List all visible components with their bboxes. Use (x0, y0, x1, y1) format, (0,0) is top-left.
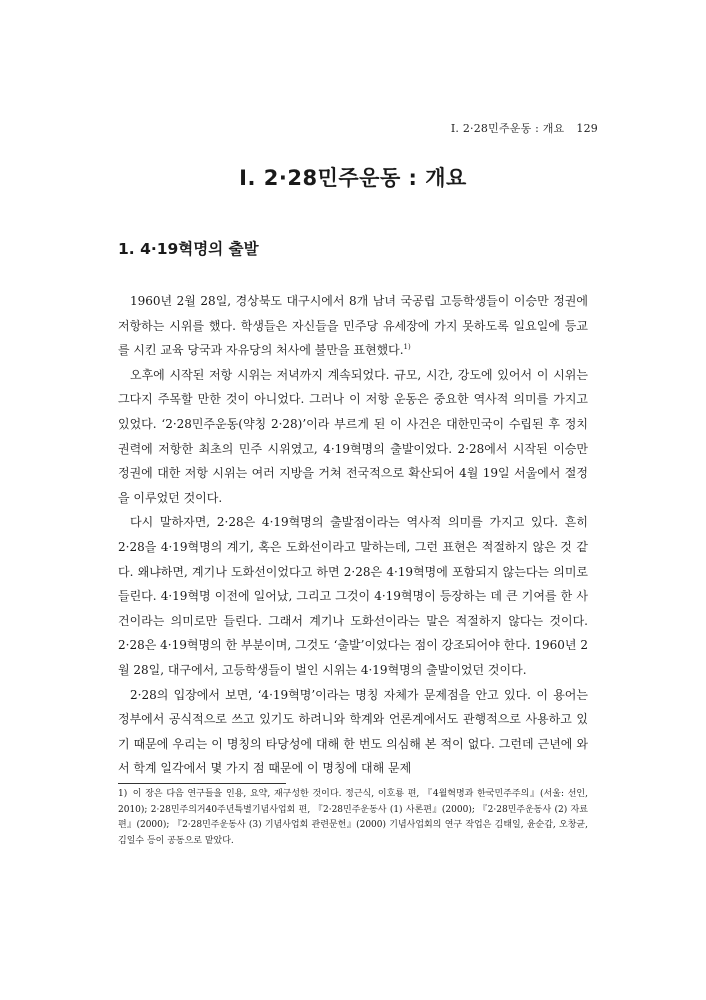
footnote-divider (118, 783, 286, 784)
paragraph-3: 다시 말하자면, 2·28은 4·19혁명의 출발점이라는 역사적 의미를 가지고 있다. 흔히 2·28을 4·19혁명의 계기, 혹은 도화선이라고 말하는데, 그런 표현은 적절하지 않은 것 같다. 왜냐하면, 계기나 도화선이었다고 하면 2·28은 4·19혁명에 포함되지 않는다는 의미로 들린다. 4·19혁명 이전에 일어났, 그리고 그것이 4·19혁명이 등장하는 데 큰 기여를 한 사건이라는 의미로만 들린다. 그래서 계기나 도화선이라는 말은 적절하지 않다는 것이다. 2·28은 4·19혁명의 한 부분이며, 그것도 ‘출발’이었다는 점이 강조되어야 한다. 1960년 2월 28일, 대구에서, 고등학생들이 벌인 시위는 4·19혁명의 출발이었던 것이다. (118, 515, 588, 677)
running-header-title: Ⅰ. 2·28민주운동 : 개요 (450, 122, 565, 135)
section-title: 1. 4·19혁명의 출발 (118, 240, 259, 258)
footnote (118, 787, 588, 849)
paragraph-1 (118, 289, 588, 363)
paragraph-2: 오후에 시작된 저항 시위는 저녁까지 계속되었다. 규모, 시간, 강도에 있어서 이 시위는 그다지 주목할 만한 것이 아니었다. 그러나 이 저항 운동은 중요한 역사적 의미를 가지고 있었다. ‘2·28민주운동(약칭 2·28)’이라 부르게 된 이 사건은 대한민국이 수립된 후 정치권력에 저항한 최초의 민주 시위였고, 4·19혁명의 출발이었다. 2·28에서 시작된 이승만 정권에 대한 저항 시위는 여러 지방을 거쳐 전국적으로 확산되어 4월 19일 서울에서 절정을 이루었던 것이다. (118, 367, 588, 505)
paragraph-1-text: 1960년 2월 28일, 경상북도 대구시에서 8개 남녀 국공립 고등학생들이 이승만 정권에 저항하는 시위를 했다. 학생들은 자신들을 민주당 유세장에 가지 못하도록 일요일에 등교를 시킨 교육 당국과 자유당의 처사에 불만을 표현했다. (118, 294, 588, 358)
footnote-text: 이 장은 다음 연구들을 인용, 요약, 재구성한 것이다. 정근식, 이호룡 편, 『4월혁명과 한국민주주의』(서울: 선인, 2010); 2·28민주의거40주년특별기념사업회 편, 『2·28민주운동사 (1) 사론편』(2000); 『2·28민주운동사 (2) 자료편』(2000); 『2·28민주운동사 (3) 기념사업회 관련문헌』(2000) 기념사업회의 연구 작업은 김태일, 윤순갑, 오창균, 김일수 등이 공동으로 맡았다. (118, 789, 588, 846)
footnote-mark: 1) (118, 789, 128, 799)
page-number: 129 (576, 122, 598, 135)
running-header (451, 120, 598, 136)
footnote-reference: 1) (403, 343, 411, 352)
chapter-title: Ⅰ. 2·28민주운동 : 개요 (239, 166, 467, 190)
body-text (118, 289, 588, 781)
paragraph-4: 2·28의 입장에서 보면, ‘4·19혁명’이라는 명칭 자체가 문제점을 안고 있다. 이 용어는 정부에서 공식적으로 쓰고 있기도 하려니와 학계와 언론계에서도 관행적으로 사용하고 있기 때문에 우리는 이 명칭의 타당성에 대해 한 번도 의심해 본 적이 없다. 그런데 근년에 와서 학계 일각에서 몇 가지 점 때문에 이 명칭에 대해 문제 (118, 687, 588, 776)
